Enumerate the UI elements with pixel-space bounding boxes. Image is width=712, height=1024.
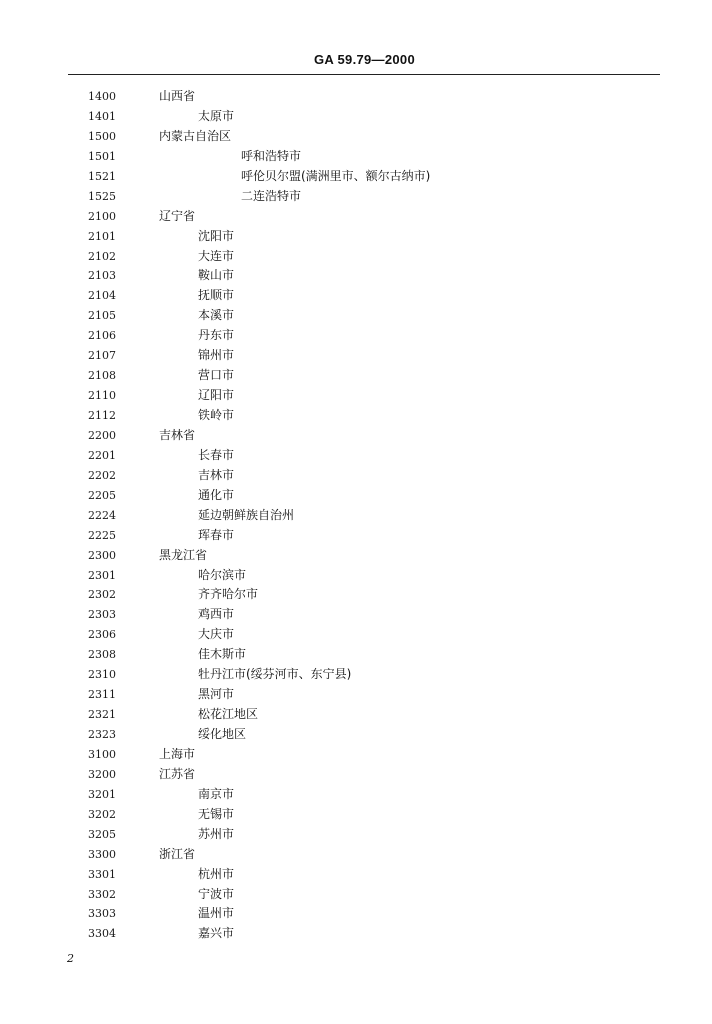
list-item xyxy=(0,427,712,447)
region-name: 无锡市 xyxy=(198,806,235,821)
list-item xyxy=(0,267,712,287)
list-item xyxy=(0,387,712,407)
region-code: 2202 xyxy=(88,468,116,482)
region-name: 抚顺市 xyxy=(198,288,235,303)
region-code: 1500 xyxy=(88,129,116,143)
region-code: 2300 xyxy=(88,548,116,562)
region-code: 3100 xyxy=(88,747,116,761)
region-name: 营口市 xyxy=(198,368,235,383)
list-item xyxy=(0,547,712,567)
region-name: 珲春市 xyxy=(198,527,235,542)
region-code: 2311 xyxy=(88,688,116,702)
list-item xyxy=(0,746,712,766)
list-item xyxy=(0,208,712,228)
region-code: 2106 xyxy=(88,329,116,343)
region-name: 吉林省 xyxy=(159,427,196,442)
region-name: 齐齐哈尔市 xyxy=(198,587,259,602)
list-item xyxy=(0,567,712,587)
list-item xyxy=(0,168,712,188)
region-name: 绥化地区 xyxy=(198,727,247,741)
list-item xyxy=(0,905,712,925)
region-code: 3300 xyxy=(88,847,116,861)
region-code: 2103 xyxy=(88,269,116,283)
region-code: 2308 xyxy=(88,648,116,662)
list-item xyxy=(0,327,712,347)
list-item xyxy=(0,467,712,487)
region-code: 2200 xyxy=(88,428,116,442)
region-code: 1401 xyxy=(88,109,116,123)
region-code-list xyxy=(0,88,712,945)
region-name: 通化市 xyxy=(198,487,235,502)
region-code: 2225 xyxy=(88,528,116,542)
region-code: 1525 xyxy=(88,189,116,203)
region-code: 2105 xyxy=(88,309,116,323)
header-rule xyxy=(68,74,660,75)
region-name: 鸡西市 xyxy=(198,607,235,622)
region-name: 呼和浩特市 xyxy=(241,148,302,163)
region-code: 2310 xyxy=(88,668,116,682)
list-item xyxy=(0,866,712,886)
region-name: 长春市 xyxy=(198,447,235,462)
region-name: 鞍山市 xyxy=(198,268,235,283)
region-code: 2224 xyxy=(88,508,116,522)
region-code: 1400 xyxy=(88,90,116,103)
list-item xyxy=(0,686,712,706)
region-code: 2101 xyxy=(88,229,116,243)
region-name: 宁波市 xyxy=(198,886,235,901)
list-item xyxy=(0,307,712,327)
region-code: 2104 xyxy=(88,289,116,303)
region-name: 温州市 xyxy=(198,906,235,921)
list-item xyxy=(0,786,712,806)
list-item xyxy=(0,248,712,268)
region-name: 牡丹江市(绥芬河市、东宁县) xyxy=(198,667,352,682)
region-name: 吉林市 xyxy=(198,467,235,482)
region-name: 大连市 xyxy=(198,248,235,263)
list-item xyxy=(0,586,712,606)
region-code: 2205 xyxy=(88,488,116,502)
region-code: 3304 xyxy=(88,927,116,941)
list-item xyxy=(0,407,712,427)
region-name: 丹东市 xyxy=(198,328,235,343)
list-item xyxy=(0,128,712,148)
region-code: 3202 xyxy=(88,807,116,821)
region-name: 太原市 xyxy=(198,108,235,123)
region-code: 2306 xyxy=(88,628,116,642)
list-item xyxy=(0,507,712,527)
list-item xyxy=(0,487,712,507)
region-name: 黑龙江省 xyxy=(159,547,208,562)
region-name: 辽宁省 xyxy=(159,208,196,223)
region-code: 2110 xyxy=(88,389,116,403)
region-code: 1521 xyxy=(88,169,116,183)
region-name: 铁岭市 xyxy=(198,408,235,422)
region-name: 二连浩特市 xyxy=(241,188,302,203)
region-code: 3201 xyxy=(88,787,116,801)
page-number: 2 xyxy=(67,952,74,965)
region-name: 锦州市 xyxy=(198,348,235,363)
region-name: 杭州市 xyxy=(198,866,235,881)
region-code: 2100 xyxy=(88,209,116,223)
list-item xyxy=(0,228,712,248)
region-code: 2102 xyxy=(88,249,116,263)
doc-code: GA 59.79—2000 xyxy=(314,52,415,67)
region-code: 2107 xyxy=(88,349,116,363)
region-code: 1501 xyxy=(88,149,116,163)
region-code: 3303 xyxy=(88,907,116,921)
list-item xyxy=(0,287,712,307)
region-name: 上海市 xyxy=(159,746,196,761)
region-code: 2321 xyxy=(88,708,116,722)
list-item xyxy=(0,447,712,467)
region-name: 沈阳市 xyxy=(198,228,235,243)
region-name: 浙江省 xyxy=(159,846,196,861)
region-name: 哈尔滨市 xyxy=(198,567,247,582)
region-code: 3301 xyxy=(88,867,116,881)
region-code: 2301 xyxy=(88,568,116,582)
list-item xyxy=(0,148,712,168)
region-name: 松花江地区 xyxy=(198,707,259,722)
region-name: 延边朝鲜族自治州 xyxy=(198,507,295,522)
list-item xyxy=(0,925,712,945)
region-name: 辽阳市 xyxy=(198,388,235,403)
region-name: 江苏省 xyxy=(159,766,196,781)
region-code: 2201 xyxy=(88,448,116,462)
region-name: 大庆市 xyxy=(198,627,235,642)
region-code: 2323 xyxy=(88,728,116,741)
list-item xyxy=(0,666,712,686)
list-item xyxy=(0,826,712,846)
list-item xyxy=(0,886,712,906)
region-code: 3200 xyxy=(88,767,116,781)
region-name: 本溪市 xyxy=(198,308,235,323)
list-item xyxy=(0,527,712,547)
region-code: 3205 xyxy=(88,827,116,841)
list-item xyxy=(0,726,712,746)
region-code: 2112 xyxy=(88,409,116,422)
list-item xyxy=(0,347,712,367)
list-item xyxy=(0,806,712,826)
list-item xyxy=(0,88,712,108)
region-name: 山西省 xyxy=(159,89,196,103)
region-name: 佳木斯市 xyxy=(198,647,247,662)
region-name: 苏州市 xyxy=(198,826,235,841)
region-name: 内蒙古自治区 xyxy=(159,128,232,143)
list-item xyxy=(0,646,712,666)
region-name: 呼伦贝尔盟(满洲里市、额尔古纳市) xyxy=(241,168,431,183)
region-name: 黑河市 xyxy=(198,687,235,702)
list-item xyxy=(0,766,712,786)
list-item xyxy=(0,846,712,866)
region-name: 南京市 xyxy=(198,786,235,801)
region-code: 3302 xyxy=(88,887,116,901)
region-name: 嘉兴市 xyxy=(198,926,235,941)
list-item xyxy=(0,367,712,387)
list-item xyxy=(0,706,712,726)
list-item xyxy=(0,606,712,626)
list-item xyxy=(0,108,712,128)
list-item xyxy=(0,188,712,208)
region-code: 2303 xyxy=(88,608,116,622)
region-code: 2302 xyxy=(88,588,116,602)
list-item xyxy=(0,626,712,646)
region-code: 2108 xyxy=(88,369,116,383)
